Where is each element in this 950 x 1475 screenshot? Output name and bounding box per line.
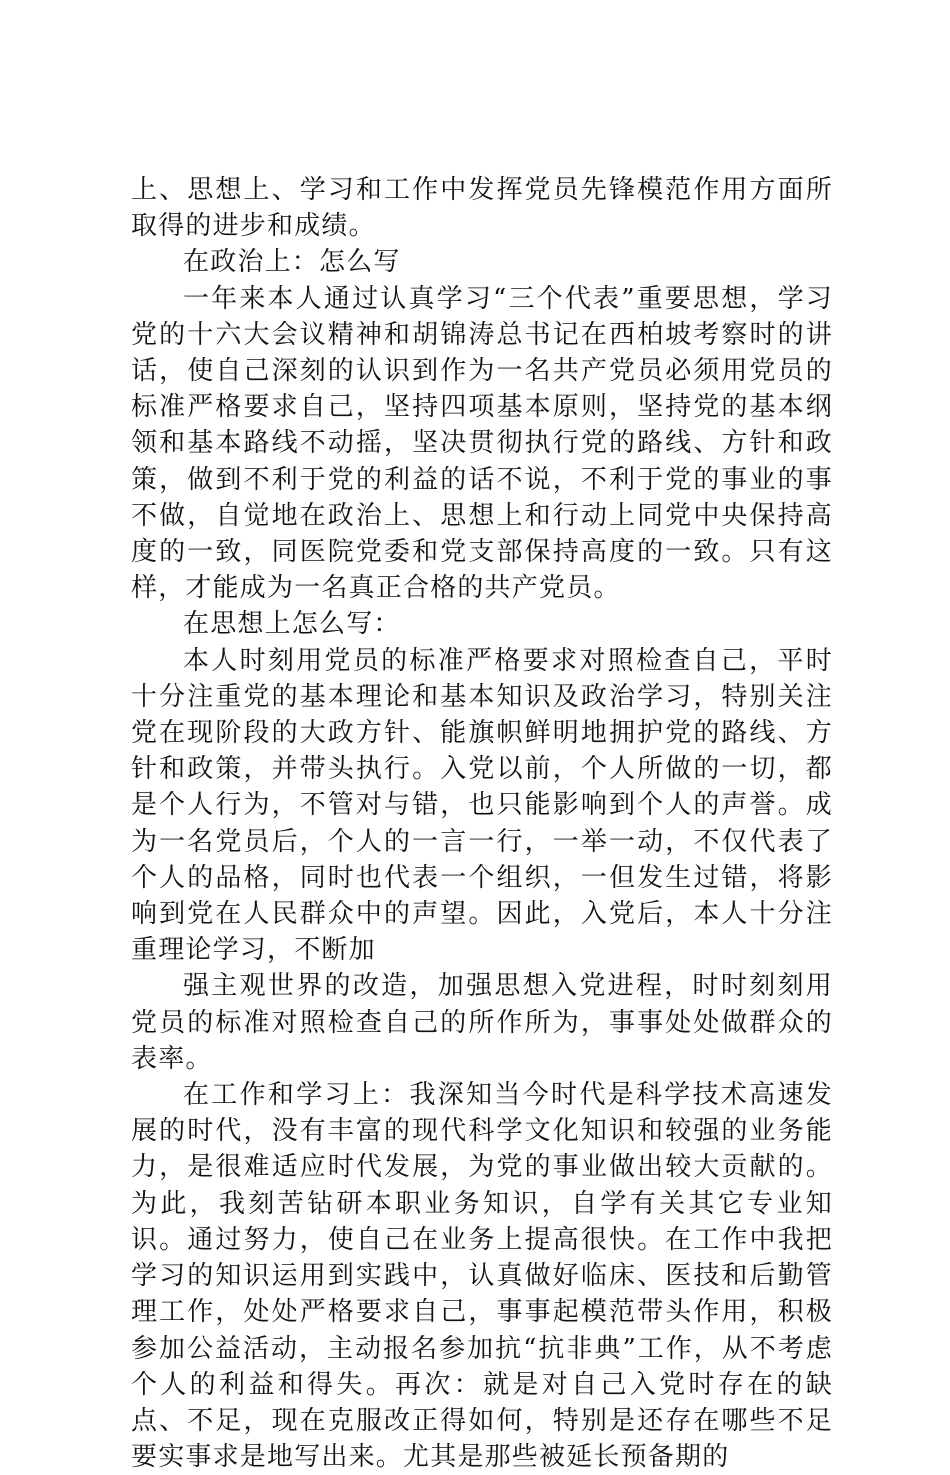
- document-body: [131, 172, 833, 1475]
- paragraph-ideological: 本人时刻用党员的标准严格要求对照检查自己，平时十分注重党的基本理论和基本知识及政治学习，特别关注党在现阶段的大政方针、能旗帜鲜明地拥护党的路线、方针和政策，并带头执行。入党以前，个人所做的一切，都是个人行为，不管对与错，也只能影响到个人的声誉。成为一名党员后，个人的一言一行，一举一动，不仅代表了个人的品格，同时也代表一个组织，一但发生过错，将影响到党在人民群众中的声望。因此，入党后，本人十分注重理论学习，不断加: [131, 645, 833, 966]
- paragraph-work-study: 在工作和学习上：我深知当今时代是科学技术高速发展的时代，没有丰富的现代科学文化知识和较强的业务能力，是很难适应时代发展，为党的事业做出较大贡献的。为此，我刻苦钻研本职业务知识，自学有关其它专业知识。通过努力，使自己在业务上提高很快。在工作中我把学习的知识运用到实践中，认真做好临床、医技和后勤管理工作，处处严格要求自己，事事起模范带头作用，积极参加公益活动，主动报名参加抗“抗非典”工作，从不考虑个人的利益和得失。再次：就是对自己入党时存在的缺点、不足，现在克服改正得如何，特别是还存在哪些不足要实事求是地写出来。尤其是那些被延长预备期的: [131, 1080, 833, 1473]
- paragraph-political: 一年来本人通过认真学习“三个代表”重要思想，学习党的十六大会议精神和胡锦涛总书记在西柏坡考察时的讲话，使自己深刻的认识到作为一名共产党员必须用党员的标准严格要求自己，坚持四项基本原则，坚持党的基本纲领和基本路线不动摇，坚决贯彻执行党的路线、方针和政策，做到不利于党的利益的话不说，不利于党的事业的事不做，自觉地在政治上、思想上和行动上同党中央保持高度的一致，同医院党委和党支部保持高度的一致。只有这样，才能成为一名真正合格的共产党员。: [131, 283, 833, 604]
- heading-ideological: 在思想上怎么写：: [183, 609, 401, 640]
- heading-political: 在政治上：怎么写: [183, 247, 401, 278]
- paragraph-continuation: 上、思想上、学习和工作中发挥党员先锋模范作用方面所取得的进步和成绩。: [131, 175, 833, 242]
- paragraph-ideological-continued: 强主观世界的改造，加强思想入党进程，时时刻刻用党员的标准对照检查自己的所作所为，事事处处做群众的表率。: [131, 971, 833, 1074]
